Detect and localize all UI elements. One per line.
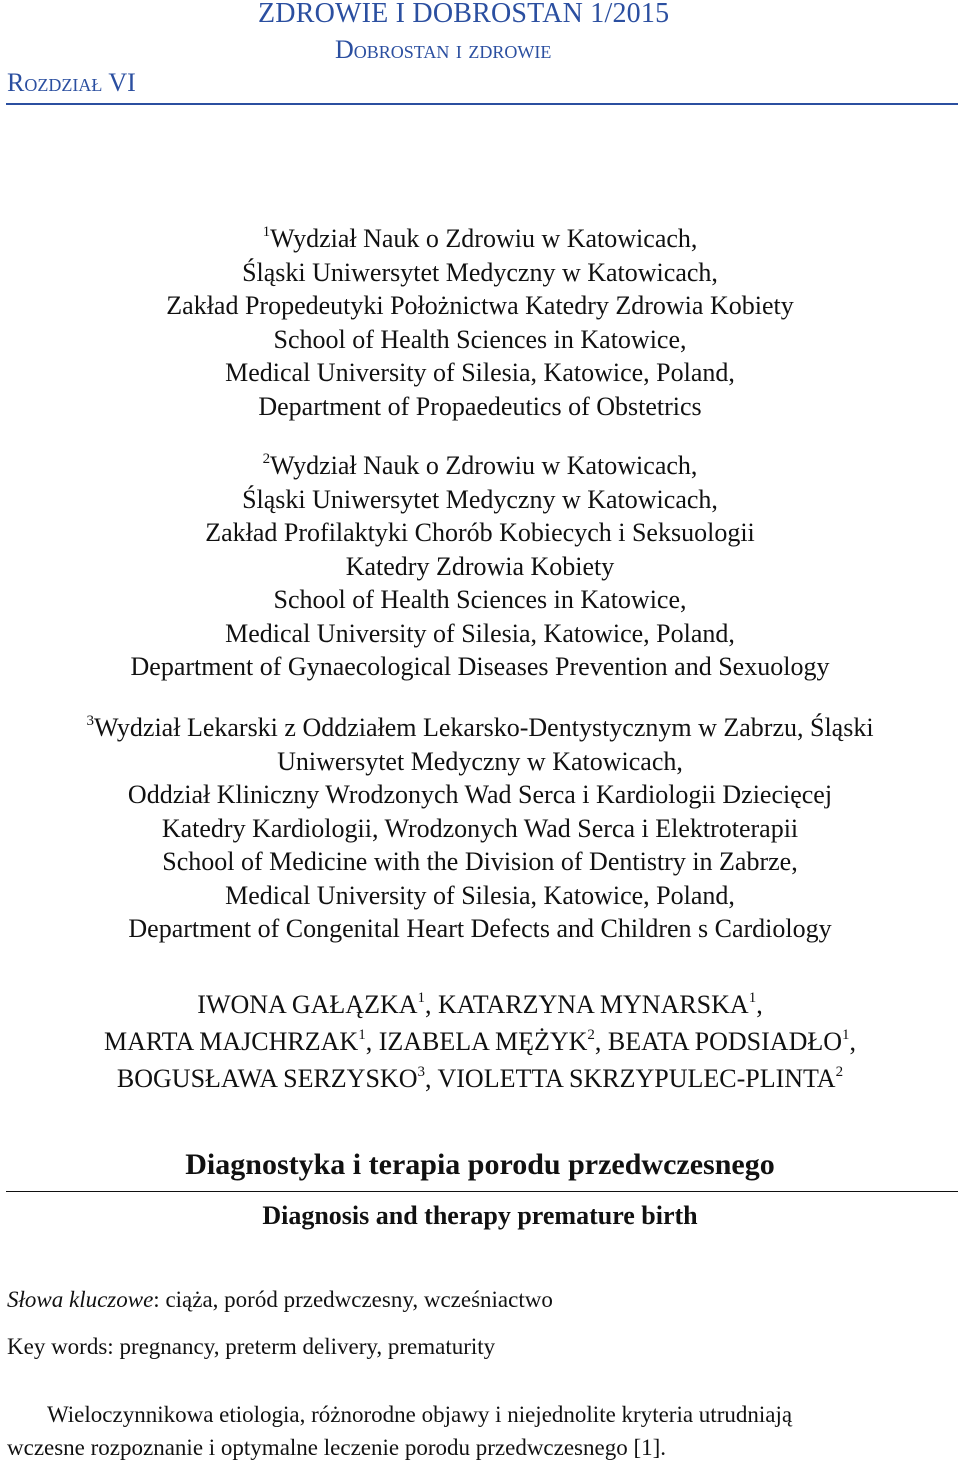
author-list	[0, 986, 960, 1097]
keywords-pl-values: ciąża, poród przedwczesny, wcześniactwo	[165, 1287, 553, 1312]
affiliation-line: Katedry Kardiologii, Wrodzonych Wad Serca i Elektroterapii	[161, 813, 799, 843]
keywords-en-label: Key words	[7, 1334, 108, 1359]
affiliation-line: Medical University of Silesia, Katowice, Poland,	[225, 880, 735, 910]
paragraph-line: Wieloczynnikowa etiologia, różnorodne objawy i niejednolite kryteria utrudniają	[47, 1402, 793, 1427]
affiliation-line: Zakład Profilaktyki Chorób Kobiecych i Seksuologii	[205, 518, 755, 547]
section-title: Dobrostan i zdrowie	[335, 35, 552, 64]
author-affiliation-marker: 2	[587, 1027, 595, 1044]
affiliation-line: Department of Congenital Heart Defects and Children s Cardiology	[128, 914, 832, 943]
author-name: KATARZYNA MYNARSKA	[438, 990, 749, 1019]
affiliation-marker: 1	[262, 224, 271, 241]
keywords-pl-label: Słowa kluczowe	[7, 1287, 154, 1312]
article-title-en: Diagnosis and therapy premature birth	[262, 1201, 698, 1230]
author-affiliation-marker: 1	[842, 1027, 850, 1044]
affiliation-line: Katedry Zdrowia Kobiety	[345, 551, 615, 581]
affiliation-line: School of Medicine with the Division of Dentistry in Zabrze,	[162, 847, 798, 876]
affiliation-line: Department of Gynaecological Diseases Prevention and Sexuology	[130, 652, 830, 681]
affiliation-line: School of Health Sciences in Katowice,	[273, 585, 687, 614]
author-name: IZABELA MĘŻYK	[378, 1027, 588, 1056]
author-name: BOGUSŁAWA SERZYSKO	[116, 1064, 418, 1093]
author-affiliation-marker: 3	[417, 1064, 425, 1081]
author-line: MARTA MAJCHRZAK$^1$, IZABELA MĘŻYK$^2$, BEATA PODSIADŁO$^1$,	[103, 1027, 857, 1056]
author-name: VIOLETTA SKRZYPULEC-PLINTA	[437, 1064, 836, 1093]
journal-title: ZDROWIE I DOBROSTAN 1/2015	[258, 0, 670, 29]
affiliation-line: $^1$Wydział Nauk o Zdrowiu w Katowicach,	[262, 224, 698, 253]
author-affiliation-marker: 1	[417, 990, 426, 1007]
affiliation-line: Medical University of Silesia, Katowice, Poland,	[225, 618, 735, 648]
keywords-en-values: pregnancy, preterm delivery, prematurity	[119, 1334, 496, 1359]
title-divider	[6, 1191, 958, 1192]
author-name: MARTA MAJCHRZAK	[103, 1027, 359, 1056]
author-line: BOGUSŁAWA SERZYSKO$^3$, VIOLETTA SKRZYPULEC-PLINTA$^2$	[116, 1064, 844, 1093]
affiliation-line: Oddział Kliniczny Wrodzonych Wad Serca i Kardiologii Dziecięcej	[127, 780, 833, 809]
body-paragraph	[7, 1398, 953, 1464]
affiliation-line: Śląski Uniwersytet Medyczny w Katowicach,	[242, 484, 718, 514]
affiliation-line: $^2$Wydział Nauk o Zdrowiu w Katowicach,	[262, 451, 698, 480]
affiliation-line: $^3$Wydział Lekarski z Oddziałem Lekarsko-Dentystycznym w Zabrzu, Śląski	[86, 713, 874, 742]
keywords-en: Key words: pregnancy, preterm delivery, prematurity	[7, 1334, 496, 1359]
affiliation-2	[0, 449, 960, 684]
affiliation-line: Śląski Uniwersytet Medyczny w Katowicach,	[242, 257, 718, 287]
affiliation-marker: 2	[262, 451, 271, 468]
affiliation-marker: 3	[86, 713, 94, 730]
chapter-label: Rozdział VI	[7, 68, 136, 97]
header-divider	[6, 103, 958, 105]
author-line: IWONA GAŁĄZKA$^1$, KATARZYNA MYNARSKA$^1$,	[197, 990, 763, 1019]
affiliation-1	[0, 222, 960, 423]
affiliation-line: Medical University of Silesia, Katowice, Poland,	[225, 358, 735, 387]
author-name: BEATA PODSIADŁO	[607, 1027, 843, 1056]
paragraph-line: wczesne rozpoznanie i optymalne leczenie porodu przedwczesnego [1].	[7, 1435, 667, 1460]
article-title-pl: Diagnostyka i terapia porodu przedwczesnego	[185, 1148, 775, 1181]
affiliation-line: School of Health Sciences in Katowice,	[273, 324, 687, 354]
affiliation-line: Uniwersytet Medyczny w Katowicach,	[277, 746, 683, 776]
author-affiliation-marker: 1	[748, 990, 757, 1007]
affiliation-line: Department of Propaedeutics of Obstetrics	[258, 391, 702, 421]
affiliation-3	[0, 711, 960, 946]
author-affiliation-marker: 2	[835, 1064, 844, 1081]
author-affiliation-marker: 1	[358, 1027, 366, 1044]
affiliation-line: Zakład Propedeutyki Położnictwa Katedry Zdrowia Kobiety	[166, 291, 794, 320]
keywords-pl: Słowa kluczowe: ciąża, poród przedwczesny, wcześniactwo	[7, 1287, 553, 1312]
author-name: IWONA GAŁĄZKA	[197, 990, 418, 1019]
